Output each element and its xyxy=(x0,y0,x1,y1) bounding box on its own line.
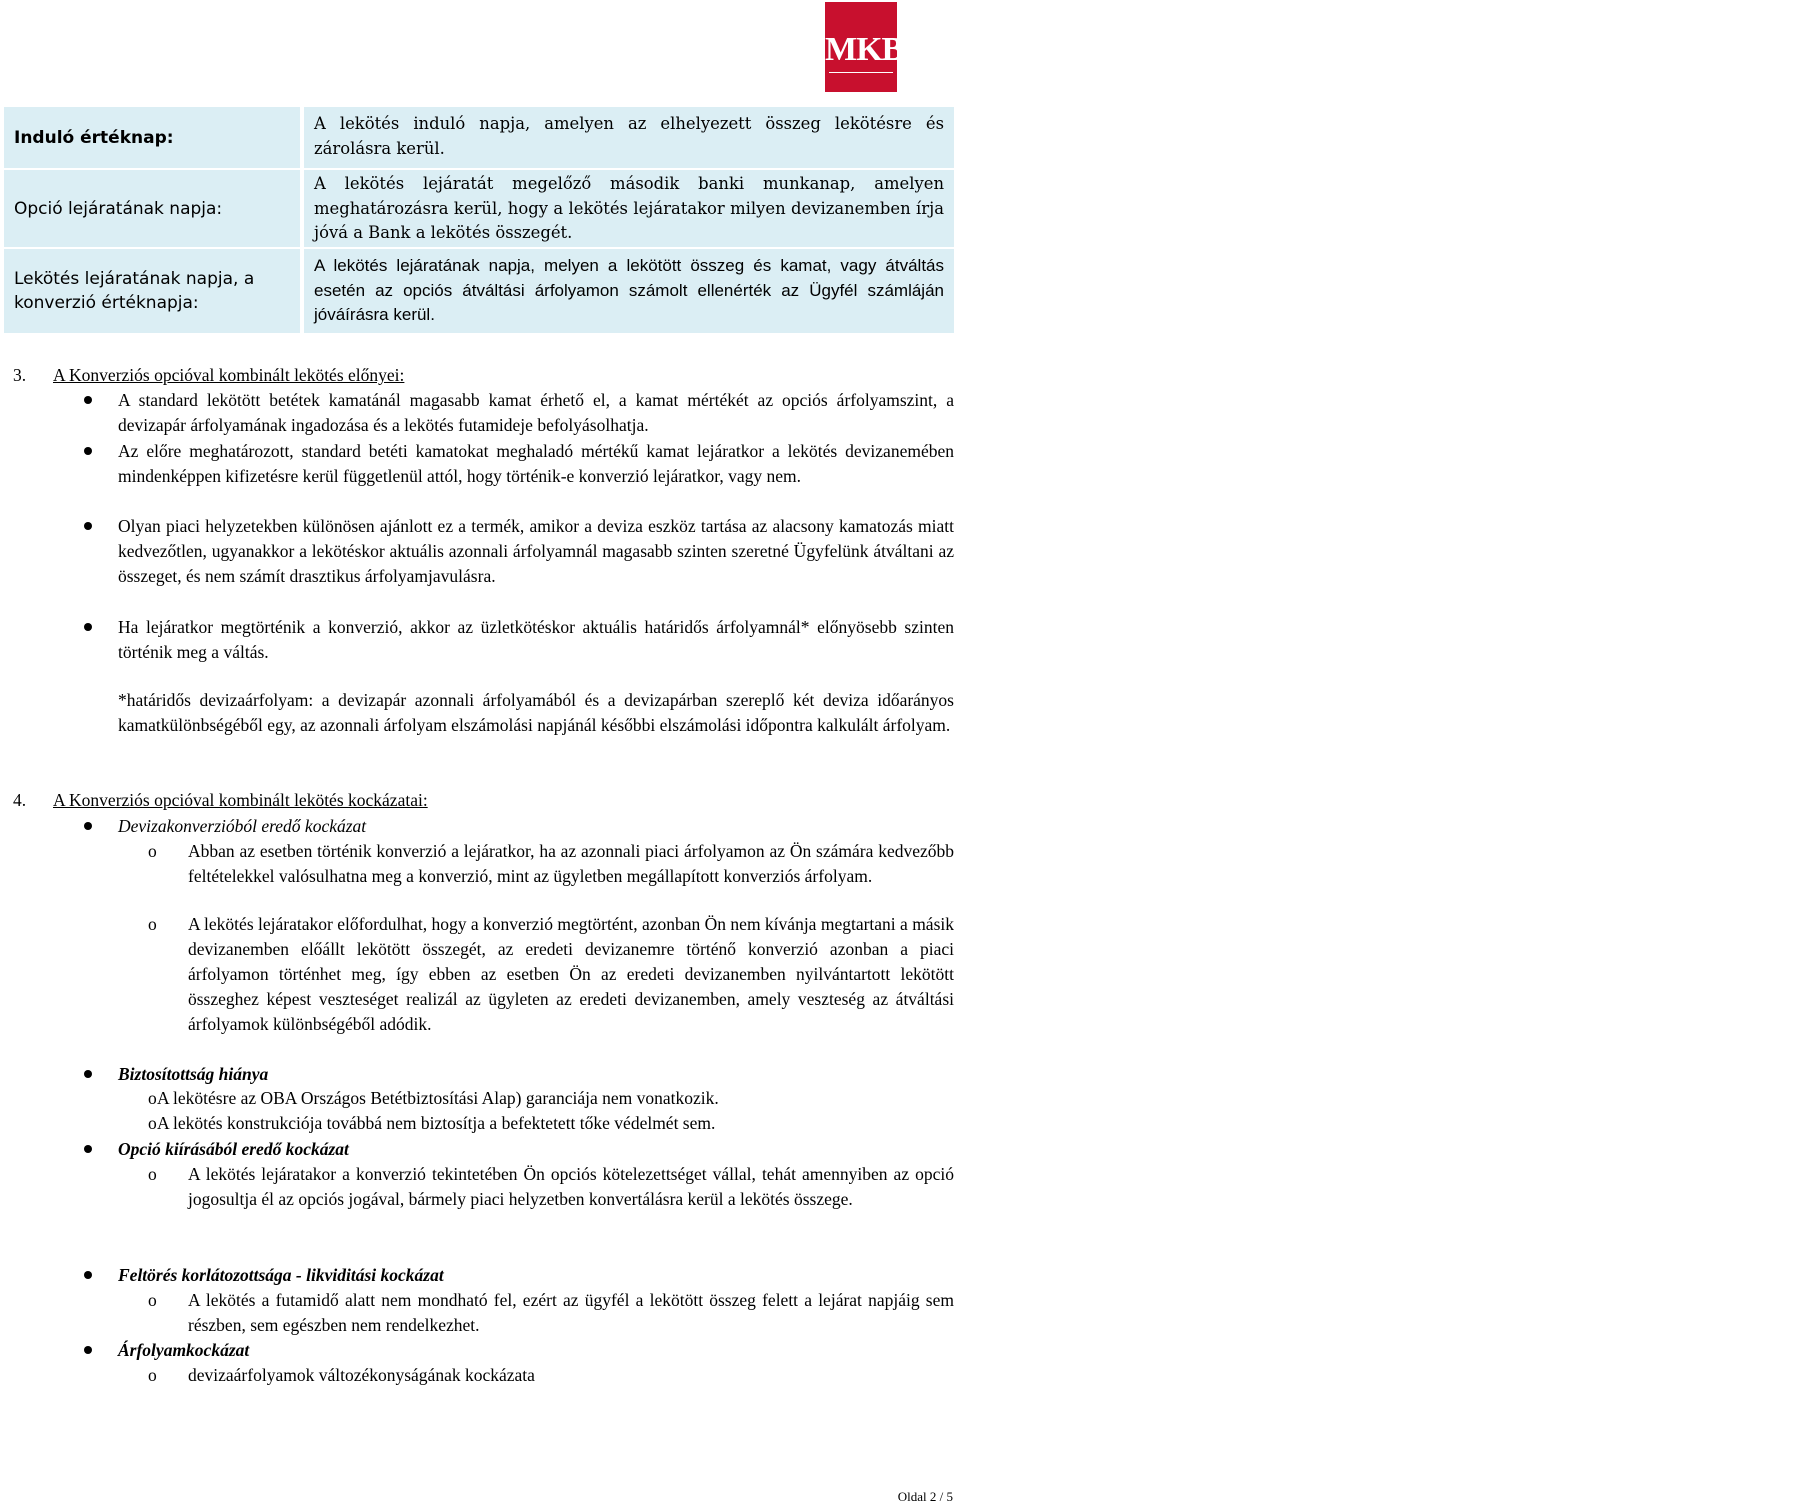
definition-term: Induló értéknap: xyxy=(4,107,300,168)
risk-subitem-text: A lekötés a futamidő alatt nem mondható fel, ezért az ügyfél a lekötött összeg felett a lejárat napjáig sem részben, sem egészben nem rendelkezhet. xyxy=(188,1290,954,1335)
risk-subitem-text: A lekötés konstrukciója továbbá nem biztosítja a befektetett tőke védelmét sem. xyxy=(157,1113,716,1133)
bullet-icon xyxy=(84,447,92,455)
logo-sub-text: BANK xyxy=(1282,72,1346,83)
footnote-forward-rate: *határidős devizaárfolyam: a devizapár azonnali árfolyamából és a devizapárban szereplő két deviza időarányos kamatkülönbségéből egy, az azonnali árfolyam elszámolási napjánál későbbi elszámolási időpontra kalkulált árfolyam. xyxy=(118,690,954,735)
bullet-icon xyxy=(84,396,92,404)
bullet-icon xyxy=(84,1070,92,1078)
risk-subitem-text: A lekötés lejáratakor a konverzió tekintetében Ön opciós kötelezettséget vállal, tehát amennyiben az opció jogosultja él az opciós jogával, bármely piaci helyzetben konvertálásra kerül a lekötés összege. xyxy=(188,1164,954,1209)
definition-row xyxy=(4,107,954,168)
bullet-icon xyxy=(84,1145,92,1153)
circle-bullet-icon: o xyxy=(148,1164,157,1184)
mkb-bank-logo xyxy=(825,2,1346,92)
bullet-text: Olyan piaci helyzetekben különösen ajánlott ez a termék, amikor a deviza eszköz tartása az alacsony kamatozás miatt kedvezőtlen, ugyanakkor a lekötéskor aktuális azonnali árfolyamnál magasabb szinten szeretné Ügyfelünk átváltani az összeget, és nem számít drasztikus árfolyamjavulásra. xyxy=(118,516,954,587)
risk-title: Opció kiírásából eredő kockázat xyxy=(118,1139,349,1159)
bullet-icon xyxy=(84,1346,92,1354)
section-number: 4. xyxy=(13,790,27,810)
risk-subitem-text: Abban az esetben történik konverzió a lejáratkor, ha az azonnali piaci árfolyamon az Ön számára kedvezőbb feltételekkel valósulhatna meg a konverzió, mint az ügyletben megállapított konverziós árfolyam. xyxy=(188,841,954,886)
bullet-text: A standard lekötött betétek kamatánál magasabb kamat érhető el, a kamat mértékét az opciós árfolyamszint, a devizapár árfolyamának ingadozása és a lekötés futamideje befolyásolhatja. xyxy=(118,390,954,436)
risk-title: Árfolyamkockázat xyxy=(118,1340,250,1360)
section-title: A Konverziós opcióval kombinált lekötés kockázatai: xyxy=(53,790,428,810)
bullet-text: Az előre meghatározott, standard betéti kamatokat meghaladó mértékű kamat lejáratkor a lekötés devizanemében mindenképpen kifizetésre kerül függetlenül attól, hogy történik-e konverzió lejáratkor, vagy nem. xyxy=(118,441,954,487)
section-4-heading xyxy=(13,788,428,813)
definition-row xyxy=(4,170,954,247)
definition-term: Lekötés lejáratának napja, a konverzió értéknapja: xyxy=(4,249,300,333)
bullet-icon xyxy=(84,623,92,631)
page-number: Oldal 2 / 5 xyxy=(897,1489,953,1504)
logo-brand-text: MKB xyxy=(825,31,904,68)
bullet-icon xyxy=(84,1271,92,1279)
bullet-icon xyxy=(84,522,92,530)
bullet-icon xyxy=(84,822,92,830)
definition-desc: A lekötés induló napja, amelyen az elhelyezett összeg lekötésre és zárolásra kerül. xyxy=(304,107,954,168)
bullet-text: Ha lejáratkor megtörténik a konverzió, akkor az üzletkötéskor aktuális határidős árfolyamnál* előnyösebb szinten történik meg a váltás. xyxy=(118,617,954,663)
circle-bullet-icon: o xyxy=(148,1113,157,1133)
circle-bullet-icon: o xyxy=(148,1365,157,1385)
circle-bullet-icon: o xyxy=(148,1088,157,1108)
risk-subitem-text: A lekötésre az OBA Országos Betétbiztosítási Alap) garanciája nem vonatkozik. xyxy=(157,1088,719,1108)
risk-title: Feltörés korlátozottsága - likviditási kockázat xyxy=(118,1265,444,1285)
definition-term: Opció lejáratának napja: xyxy=(4,170,300,247)
risk-subitem-text: devizaárfolyamok változékonyságának kockázata xyxy=(188,1365,535,1385)
risk-subitem-text: A lekötés lejáratakor előfordulhat, hogy a konverzió megtörtént, azonban Ön nem kívánja megtartani a másik devizanemben előállt lekötött összegét, az eredeti devizanemre történő konverzió azonban a piaci árfolyamon történhet meg, így ebben az esetben Ön az eredeti devizanemben nyilvántartott lekötött összeghez képest veszteséget realizál az ügyleten az eredeti devizanemben, amely veszteség az átváltási árfolyamok különbségéből adódik. xyxy=(188,914,954,1034)
section-number: 3. xyxy=(13,365,27,385)
definition-desc: A lekötés lejáratának napja, melyen a lekötött összeg és kamat, vagy átváltás esetén az opciós átváltási árfolyamon számolt ellenérték az Ügyfél számláján jóváírásra kerül. xyxy=(304,249,954,333)
circle-bullet-icon: o xyxy=(148,1290,157,1310)
circle-bullet-icon: o xyxy=(148,914,157,934)
section-title: A Konverziós opcióval kombinált lekötés előnyei: xyxy=(53,365,405,385)
circle-bullet-icon: o xyxy=(148,841,157,861)
section-3-heading xyxy=(13,363,404,388)
risk-title: Biztosítottság hiánya xyxy=(118,1064,269,1084)
definition-desc: A lekötés lejáratát megelőző második banki munkanap, amelyen meghatározásra kerül, hogy a lekötés lejáratakor milyen devizanemben írja jóvá a Bank a lekötés összegét. xyxy=(304,170,954,247)
definition-row xyxy=(4,249,954,333)
risk-title: Devizakonverzióból eredő kockázat xyxy=(118,816,367,836)
